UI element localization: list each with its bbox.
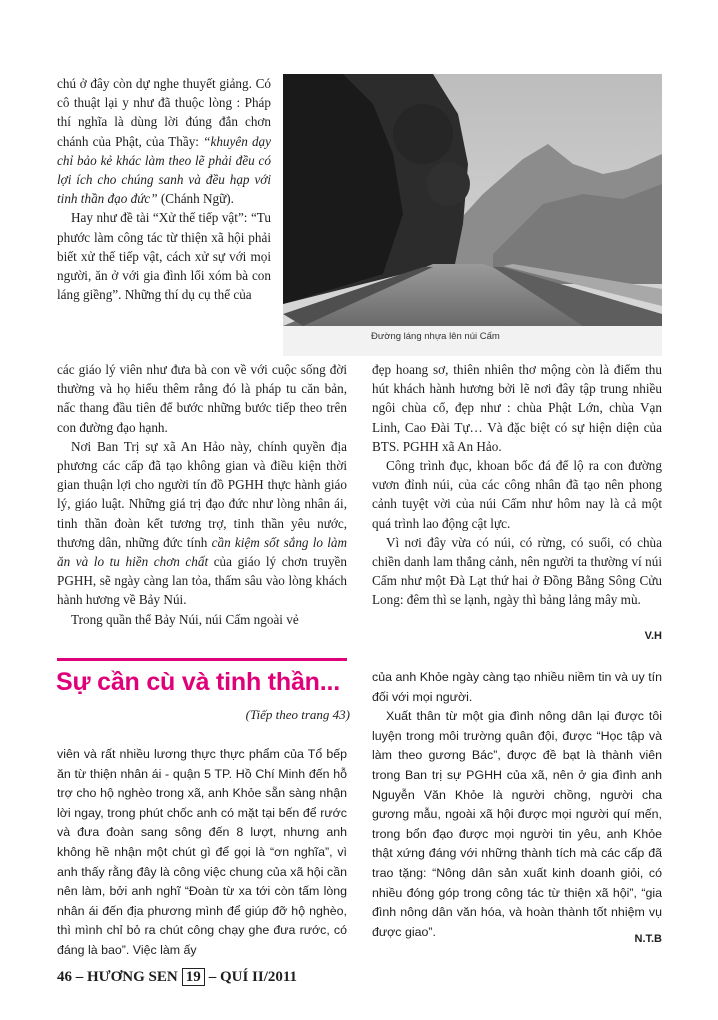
paragraph: đẹp hoang sơ, thiên nhiên thơ mộng còn là điểm thu hút khách hành hương bởi lẽ nơi đây tập trung nhiều ngôi chùa cổ, đẹp như : chùa Phật Lớn, chùa Vạn Linh, Cao Đài Tự… Và đặc biệt có sự hiện diện của BTS. PGHH xã An Hảo. <box>372 362 662 454</box>
page-footer <box>57 968 297 986</box>
article1-column2 <box>372 360 662 610</box>
mountain-road-photo <box>283 74 662 326</box>
footer-prefix: 46 – HƯƠNG SEN <box>57 968 178 985</box>
article1-signature: V.H <box>644 630 662 642</box>
paragraph: các giáo lý viên như đưa bà con về với cuộc sống đời thường và họ hiểu thêm rằng đó là pháp tu căn bản, nấc thang đầu tiên để bước những bước tiếp theo trên con đường đạo hạnh. <box>57 362 347 435</box>
article1-column1-bottom <box>57 360 347 629</box>
article2-column2 <box>372 668 662 942</box>
issue-number-box: 19 <box>182 968 205 986</box>
paragraph: chú ở đây còn dự nghe thuyết giảng. Có cô thuật lại y như đã thuộc lòng : Pháp thí nghĩa là dùng lời đúng đắn chơn chánh của Phật, của Thầy: “khuyên dạy chỉ bảo kẻ khác làm theo lẽ phải đều có lợi ích cho chúng sanh và đều hạp với tinh thần đạo đức” (Chánh Ngữ). <box>57 76 271 207</box>
paragraph: Công trình đục, khoan bốc đá để lộ ra con đường vươn đỉnh núi, của các công nhân đã tạo nên phong cảnh tuyệt vời của núi Cấm như hôm nay là cả một quá trình lao động cật lực. <box>372 458 662 531</box>
photo-figure <box>283 74 662 356</box>
article1-column1-top <box>57 74 271 304</box>
paragraph: Xuất thân từ một gia đình nông dân lại được tôi luyện trong môi trường quân đội, được “Học tập và làm theo gương Bác”, được đề bạt là thành viên trong Ban trị sự PGHH của xã, nên ở gia đình anh Nguyễn Văn Khỏe là người chồng, người cha gương mẫu, ngoài xã hội được mọi người quí mến, trong bổn đạo được mọi người tin yêu, anh Khỏe thật xứng đáng với những thành tích mà các cấp đã trao tặng: “Nông dân sản xuất kinh doanh giỏi, có nhiều đóng góp trong công tác từ thiện xã hội”, “gia đình nông dân văn hóa, và hoàn thành tốt nhiệm vụ được giao”. <box>372 709 662 939</box>
section-divider <box>57 658 347 661</box>
footer-suffix: – QUÍ II/2011 <box>208 968 298 985</box>
paragraph: của anh Khỏe ngày càng tạo nhiều niềm tin và uy tín đối với mọi người. <box>372 670 662 704</box>
paragraph: Nơi Ban Trị sự xã An Hảo này, chính quyền địa phương các cấp đã tạo không gian và điều kiện thời gian thuận lợi cho người tín đồ PGHH thực hành giáo lý, giáo luật. Những giá trị đạo đức như lòng nhân ái, tinh thần đoàn kết tương trợ, tinh thần yêu nước, thương dân, những đức tính cần kiệm sốt sắng lo làm ăn và lo tu hiền chơn chất của giáo lý chơn truyền PGHH, sẽ ngày càng lan tỏa, thấm sâu vào lòng khách hành hương về Bảy Núi. <box>57 438 347 608</box>
paragraph: Hay như đề tài “Xử thế tiếp vật”: “Tu phước làm công tác từ thiện xã hội phải biết xử thế tiếp vật, cách xử sự với mọi người, ăn ở với gia đình lối xóm bà con láng giềng”. Những thí dụ cụ thể của <box>57 210 271 303</box>
article2-title: Sự cần cù và tinh thần... <box>56 668 340 696</box>
article2-signature: N.T.B <box>634 933 662 945</box>
continued-note: (Tiếp theo trang 43) <box>245 707 350 722</box>
paragraph: viên và rất nhiều lương thực thực phẩm của Tổ bếp ăn từ thiện nhân ái - quận 5 TP. Hồ Chí Minh đến hỗ trợ cho hộ nghèo trong xã, anh Khỏe sẵn sàng nhận lời ngay, trong phút chốc anh có mặt tại bến để rước và đưa đoàn sang sông đến 8 lượt, nhưng anh không hề nhận một chút gì để gọi là “ơn nghĩa”, vì anh thấy rằng đây là công việc chung của xã hội cần nên làm, bởi anh nghĩ “Đoàn từ xa tới còn tấm lòng nhân ái đến địa phương mình để giúp đỡ hộ nghèo, thì mình chỉ bỏ ra chút công chạy ghe đưa rước, có đáng là bao”. Việc làm ấy <box>57 747 347 957</box>
article2-column1 <box>57 745 347 961</box>
photo-caption: Đường láng nhựa lên núi Cấm <box>371 331 500 342</box>
paragraph: Trong quần thể Bảy Núi, núi Cấm ngoài vẻ <box>71 611 299 627</box>
paragraph: Vì nơi đây vừa có núi, có rừng, có suối, có chùa chiền danh lam thắng cảnh, nên người ta thường ví núi Cấm như một Đà Lạt thứ hai ở Đồng Bằng Sông Cửu Long: đêm thì se lạnh, ngày thì bảng lảng mây mù. <box>372 534 662 608</box>
